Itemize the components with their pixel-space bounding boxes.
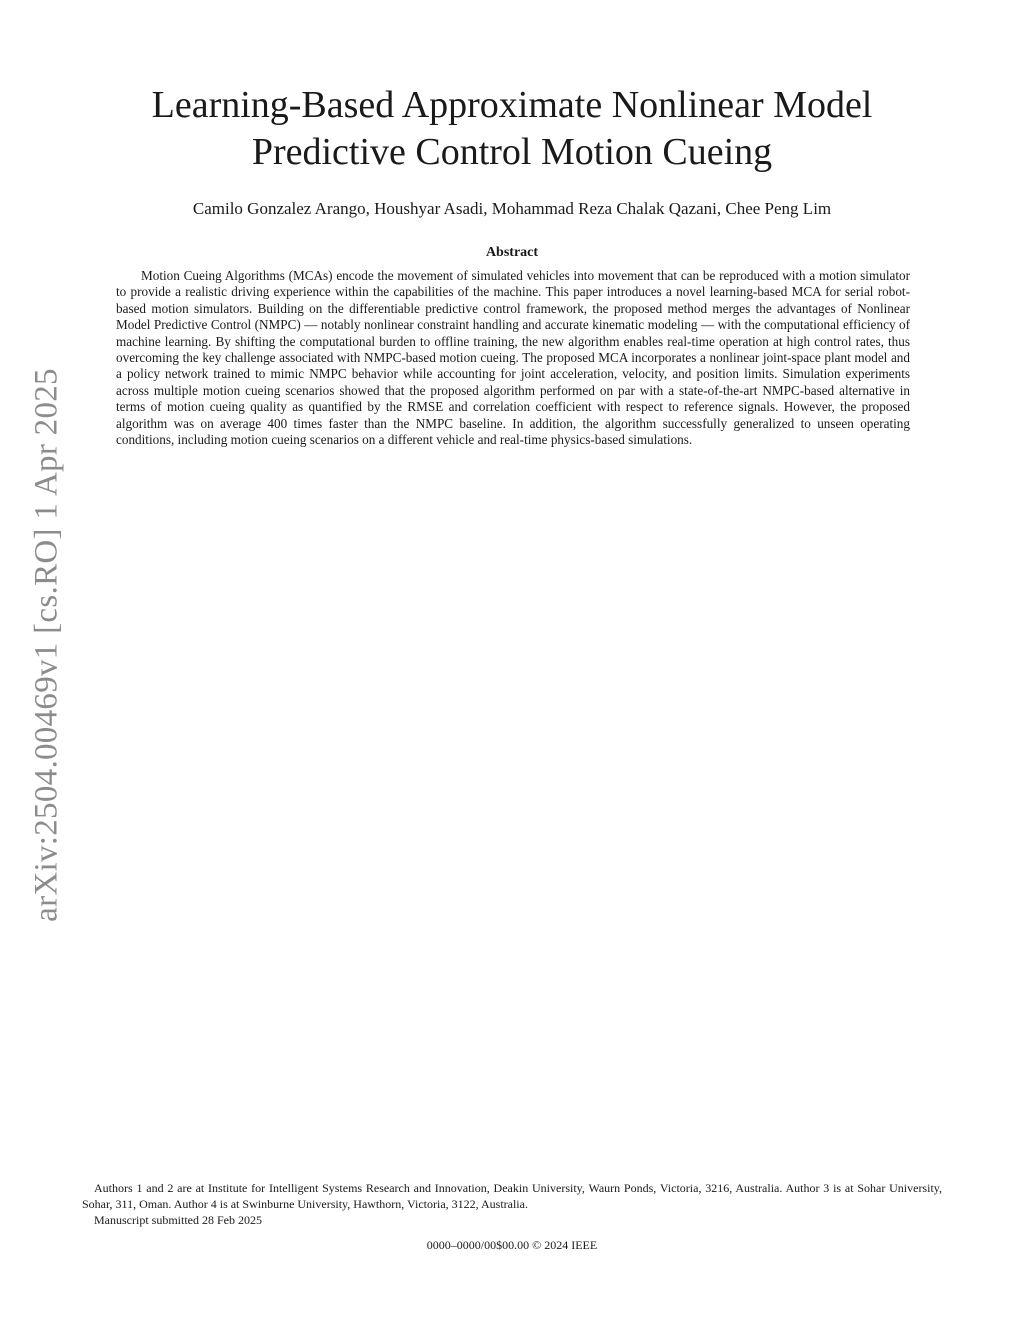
abstract-heading: Abstract: [485, 245, 539, 260]
author-list: Camilo Gonzalez Arango, Houshyar Asadi, Mohammad Reza Chalak Qazani, Chee Peng Lim: [192, 199, 832, 218]
title-line-1: Learning-Based Approximate Nonlinear Model: [151, 84, 873, 126]
title-line-2: Predictive Control Motion Cueing: [251, 131, 773, 173]
copyright-line: 0000–0000/00$00.00 © 2024 IEEE: [426, 1238, 598, 1252]
footnote-affiliations: Authors 1 and 2 are at Institute for Intelligent Systems Research and Innovation, Deakin University, Waurn Ponds, Victoria, 3216, Australia. Author 3 is at Sohar University, Sohar, 311, Oman. Author 4 is at Swinburne University, Hawthorn, Victoria, 3122, Australia.: [82, 1181, 942, 1211]
paper-title: [100, 82, 924, 176]
arxiv-identifier-stamp: arXiv:2504.00469v1 [cs.RO] 1 Apr 2025: [28, 368, 65, 922]
abstract-body: Motion Cueing Algorithms (MCAs) encode the movement of simulated vehicles into movement that can be reproduced with a motion simulator to provide a realistic driving experience within the capabilities of the machine. This paper introduces a novel learning-based MCA for serial robot-based motion simulators. Building on the differentiable predictive control framework, the proposed method merges the advantages of Nonlinear Model Predictive Control (NMPC) — notably nonlinear constraint handling and accurate kinematic modeling — with the computational efficiency of machine learning. By shifting the computational burden to offline training, the new algorithm enables real-time operation at high control rates, thus overcoming the key challenge associated with NMPC-based motion cueing. The proposed MCA incorporates a nonlinear joint-space plant model and a policy network trained to mimic NMPC behavior while accounting for joint acceleration, velocity, and position limits. Simulation experiments across multiple motion cueing scenarios showed that the proposed algorithm performed on par with a state-of-the-art NMPC-based alternative in terms of motion cueing quality as quantified by the RMSE and correlation coefficient with respect to reference signals. However, the proposed algorithm was on average 400 times faster than the NMPC baseline. In addition, the algorithm successfully generalized to unseen operating conditions, including motion cueing scenarios on a different vehicle and real-time physics-based simulations.: [116, 268, 910, 448]
footnote: [82, 1180, 942, 1228]
footnote-manuscript-date: Manuscript submitted 28 Feb 2025: [94, 1213, 262, 1227]
